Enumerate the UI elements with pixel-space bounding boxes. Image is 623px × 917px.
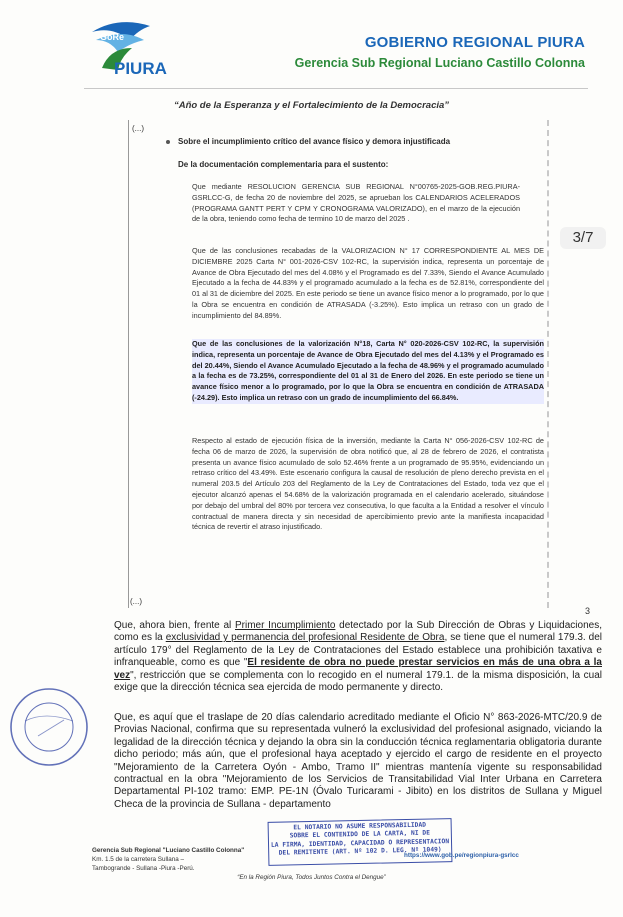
page-counter: 3/7 xyxy=(560,227,606,249)
panel-paragraph-3: Que de las conclusiones de la valorización N°18, Carta N° 020-2026-CSV 102-RC, la supervisión indica, representa un porcentaje de Avance de Obra Ejecutado del mes del 4.13% y el Programado es del 20.44%, Siendo el Avance Acumulado Ejecutado a la fecha de 48.96% y el programado acumulado a la fecha es de 73.25%, correspondiente del 01 al 31 de Enero del 2026. En este periodo se tiene un avance físico menor a lo programado, por lo que la Obra se encuentra en condición de ATRASADA (-24.29). Esto implica un retraso con un grado de incumplimiento del 66.84%. xyxy=(192,339,544,402)
motto: “Año de la Esperanza y el Fortalecimiento de la Democracia” xyxy=(173,100,450,111)
panel-paragraph-2: Que de las conclusiones recabadas de la VALORIZACION N° 17 CORRESPONDIENTE AL MES DE DICIEMBRE 2025 Carta N° 001-2026-CSV 102-RC, la supervisión indica, representa un porcentaje de Avance de Obra Ejecutado del mes del 4.08% y el Programado es del 7.33%, Siendo el Avance Acumulado Ejecutado a la fecha de 44.83% y el programado acumulado a la fecha es de 52.81%, correspondiente del 01 al 31 de diciembre del 2025. En este periodo se tiene un avance físico menor a lo programado, por lo que la Obra se encuentra en condición de ATRASADA (-3.25%). Esto implica un retraso con un grado de incumplimiento del 84.89%. xyxy=(192,246,544,320)
bullet-dot-icon xyxy=(166,140,170,144)
sub-org-name: Gerencia Sub Regional Luciano Castillo Colonna xyxy=(294,56,585,70)
ellipsis-bottom: (...) xyxy=(130,597,142,606)
footer-address: Gerencia Sub Regional "Luciano Castillo Colonna" Km. 1.5 de la carretera Sullana – Tambogrande - Sullana -Piura -Perú. xyxy=(92,847,245,872)
official-stamp xyxy=(8,686,90,768)
org-name: GOBIERNO REGIONAL PIURA xyxy=(364,34,585,51)
footer-slogan: “En la Región Piura, Todos Juntos Contra el Dengue” xyxy=(237,874,386,881)
logo-text-main: PIURA xyxy=(114,59,167,78)
panel-paragraph-4: Respecto al estado de ejecución física de la inversión, mediante la Carta N° 056-2026-CSV 102-RC de fecha 06 de marzo de 2026, la supervisión de obra notificó que, al 28 de febrero de 2026, el contratista presenta un avance físico acumulado de solo 52.46% frente a un programado de 95.95%, evidenciando un retraso crítico del 43.49%. Este escenario configura la causal de resolución de pleno derecho prevista en el numeral 203.5 del Artículo 203 del Reglamento de la Ley de Contrataciones del Estado, toda vez que el ejecutor alcanzó apenas el 54.68% de la valorización programada en el calendario acelerado, situándose por debajo del umbral del 80% por tercera vez consecutiva, lo que faculta a la Entidad a resolver el vínculo contractual de manera directa y sin necesidad de apercibimiento previo ante la manifiesta incapacidad técnica de revertir el atraso injustificado. xyxy=(192,436,544,532)
bullet-title: Sobre el incumplimiento crítico del avance físico y demora injustificada xyxy=(178,137,450,146)
body-paragraph-1: Que, ahora bien, frente al Primer Incumplimiento detectado por la Sub Dirección de Obras y Liquidaciones, como es la exclusividad y permanencia del profesional Residente de Obra, se tiene que el numeral 179.3. del artículo 179° del Reglamento de la Ley de Contrataciones del Estado establece una prohibición taxativa e infranqueable, como es que "El residente de obra no puede prestar servicios en más de una obra a la vez", restricción que se complementa con lo recogido en el numeral 179.1. de la misma disposición, la cual exige que la dirección técnica sea ejercida de modo permanente y directo. xyxy=(114,620,603,694)
page-number: 3 xyxy=(585,606,591,616)
header-divider xyxy=(84,88,588,89)
logo-text-top: GoRe xyxy=(100,32,125,42)
notary-disclaimer-stamp: EL NOTARIO NO ASUME RESPONSABILIDAD SOBRE EL CONTENIDO DE LA CARTA, NI DE LA FIRMA, IDENTIDAD, CAPACIDAD O REPRESENTACION DEL REMITENTE (ART. Nº 102 D. LEG. Nº 1049) xyxy=(268,818,453,866)
sub-title: De la documentación complementaria para el sustento: xyxy=(178,160,389,169)
footer-url[interactable]: https://www.gob.pe/regionpiura-gsrlcc xyxy=(404,852,519,859)
panel-paragraph-1: Que mediante RESOLUCION GERENCIA SUB REGIONAL N°00765-2025-GOB.REG.PIURA-GSRLCC-G, de fecha 20 de noviembre del 2025, se aprueban los CALENDARIOS ACELERADOS (PROGRAMA GANTT PERT Y CPM Y CRONOGRAMA VALORIZADO), en el marzo de la ejecución de la obra, teniendo como fecha de termino 10 de marzo del 2025 . xyxy=(192,182,520,224)
body-paragraph-2: Que, es aquí que el traslape de 20 días calendario acreditado mediante el Oficio N° 863-2026-MTC/20.9 de Provias Nacional, confirma que su representada vulneró la exclusividad del profesional asignado, viciando la legalidad de la dirección técnica y dejando la obra sin la conducción técnica reglamentaria obligatoria durante dicho periodo; más aún, que el profesional haya aceptado y ejercido el cargo de residente en el proyecto "Mejoramiento de la Carretera Oyón - Ambo, Tramo II" mientras mantenía vigente su responsabilidad contractual en la obra "Mejoramiento de los Servicios de Transitabilidad Vial Inter Urbana en Carretera Departamental PI-102 tramo: EMP. PE-1N (Óvalo Turicarami - Jibito) en los distritos de Sullana y Miguel Checa de la provincia de Sullana - departamento xyxy=(114,712,602,810)
ellipsis-top: (...) xyxy=(132,124,144,133)
